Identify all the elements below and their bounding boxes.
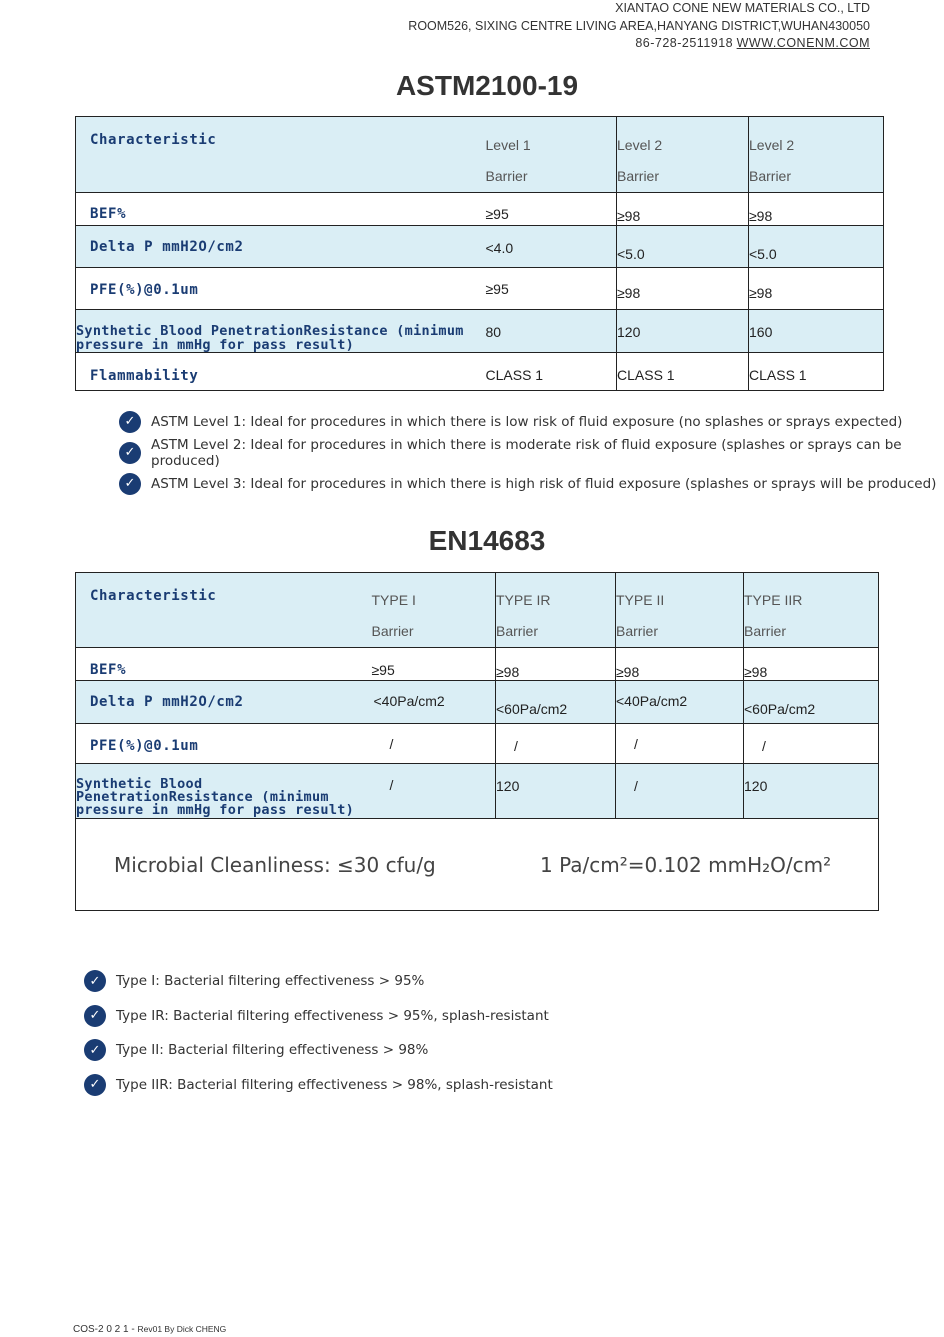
cell-value: CLASS 1 xyxy=(617,353,749,391)
cell-value: ≥98 xyxy=(496,648,616,681)
astm-col1-name: Level 1 xyxy=(485,137,531,153)
document-footer xyxy=(73,1324,226,1335)
check-circle-icon: ✓ xyxy=(119,473,141,495)
row-label: Synthetic Blood PenetrationResistance (minimum pressure in mmHg for pass result) xyxy=(76,776,355,818)
check-circle-icon: ✓ xyxy=(119,411,141,433)
en-col2-sub: Barrier xyxy=(496,623,539,639)
astm-col3-sub: Barrier xyxy=(749,168,792,184)
company-header xyxy=(408,0,870,53)
cell-value: 120 xyxy=(496,764,616,819)
check-circle-icon: ✓ xyxy=(119,442,141,464)
check-circle-icon: ✓ xyxy=(84,970,106,992)
en-col4-sub: Barrier xyxy=(744,623,787,639)
cell-value: / xyxy=(372,764,496,819)
cell-value: / xyxy=(496,724,616,764)
cell-value: <60Pa/cm2 xyxy=(744,681,879,724)
table-row xyxy=(76,681,879,724)
cell-value: / xyxy=(372,724,496,764)
row-label: PFE(%)@0.1um xyxy=(90,282,199,298)
table-row xyxy=(76,268,884,310)
en-type-notes xyxy=(84,964,553,1102)
table-row xyxy=(76,353,884,391)
check-circle-icon: ✓ xyxy=(84,1005,106,1027)
cleanliness-row xyxy=(76,819,879,911)
row-label: BEF% xyxy=(90,206,127,222)
note-text: Type II: Bacterial filtering effectiveness > 98% xyxy=(116,1042,429,1059)
cell-value: 120 xyxy=(744,764,879,819)
document-revision: Rev01 By Dick CHENG xyxy=(137,1324,227,1334)
microbial-cleanliness: Microbial Cleanliness: ≤30 cfu/g xyxy=(114,852,436,877)
cell-value: <5.0 xyxy=(617,226,749,268)
row-label: Synthetic Blood PenetrationResistance (minimum pressure in mmHg for pass result) xyxy=(76,323,464,353)
note-text: Type I: Bacterial filtering effectiveness > 95% xyxy=(116,973,425,990)
table-row xyxy=(76,193,884,226)
cell-value: ≥95 xyxy=(372,648,496,681)
note-text: ASTM Level 3: Ideal for procedures in which there is high risk of fluid exposure (splashes or sprays will be produced) xyxy=(151,475,937,492)
en-title: EN14683 xyxy=(428,525,546,556)
cell-value: <4.0 xyxy=(486,226,617,268)
cell-value: ≥98 xyxy=(744,648,879,681)
cell-value: <5.0 xyxy=(749,226,884,268)
cell-value: ≥98 xyxy=(617,193,749,226)
company-website[interactable]: WWW.CONENM.COM xyxy=(736,36,870,50)
list-item xyxy=(119,406,944,437)
row-label: BEF% xyxy=(90,662,127,678)
cell-value: ≥98 xyxy=(617,268,749,310)
company-address: ROOM526, SIXING CENTRE LIVING AREA,HANYANG DISTRICT,WUHAN430050 xyxy=(408,18,870,33)
company-phone: 86-728-2511918 xyxy=(635,36,734,50)
en-col1-sub: Barrier xyxy=(371,623,414,639)
table-row xyxy=(76,724,879,764)
en-header-label: Characteristic xyxy=(90,588,217,604)
row-label: Flammability xyxy=(90,368,199,384)
astm-col2-sub: Barrier xyxy=(617,168,660,184)
document-code: COS-2 0 2 1 - xyxy=(73,1324,135,1335)
row-label: Delta P mmH2O/cm2 xyxy=(90,694,244,710)
cell-value: CLASS 1 xyxy=(749,353,884,391)
list-item xyxy=(119,468,944,499)
astm-header-label: Characteristic xyxy=(90,132,217,148)
note-text: Type IR: Bacterial filtering effectiveness > 95%, splash-resistant xyxy=(116,1007,549,1024)
company-name: XIANTAO CONE NEW MATERIALS CO., LTD xyxy=(615,1,870,15)
list-item xyxy=(84,964,553,999)
cell-value: / xyxy=(616,724,744,764)
cell-value: CLASS 1 xyxy=(486,353,617,391)
check-circle-icon: ✓ xyxy=(84,1074,106,1096)
cell-value: ≥98 xyxy=(749,268,884,310)
cell-value: ≥95 xyxy=(486,193,617,226)
en-header-row xyxy=(76,573,879,648)
table-row xyxy=(76,648,879,681)
astm-table xyxy=(75,116,884,391)
row-label: Delta P mmH2O/cm2 xyxy=(90,239,244,255)
en-col3-sub: Barrier xyxy=(616,623,659,639)
astm-col3-name: Level 2 xyxy=(749,137,795,153)
en-table xyxy=(75,572,879,911)
astm-title: ASTM2100-19 xyxy=(395,70,579,101)
list-item xyxy=(84,999,553,1034)
list-item xyxy=(119,437,944,468)
table-row xyxy=(76,764,879,819)
cell-value: <40Pa/cm2 xyxy=(372,681,496,724)
table-row xyxy=(76,310,884,353)
cell-value: / xyxy=(744,724,879,764)
company-contact xyxy=(408,35,870,53)
cell-value: <40Pa/cm2 xyxy=(616,681,744,724)
unit-conversion: 1 Pa/cm²=0.102 mmH₂O/cm² xyxy=(540,852,832,877)
note-text: Type IIR: Bacterial filtering effectiveness > 98%, splash-resistant xyxy=(116,1076,553,1093)
cell-value: ≥98 xyxy=(616,648,744,681)
note-text: ASTM Level 2: Ideal for procedures in which there is moderate risk of fluid exposure (splashes or sprays can be produced) xyxy=(151,436,902,469)
en-col1-name: TYPE I xyxy=(371,592,416,608)
cell-value: 80 xyxy=(486,310,617,353)
cell-value: / xyxy=(616,764,744,819)
astm-header-row xyxy=(76,117,884,193)
astm-level-notes xyxy=(119,406,944,499)
en-col3-name: TYPE II xyxy=(616,592,665,608)
note-text: ASTM Level 1: Ideal for procedures in which there is low risk of fluid exposure (no splashes or sprays expected) xyxy=(151,413,903,430)
en-col2-name: TYPE IR xyxy=(496,592,551,608)
astm-col1-sub: Barrier xyxy=(485,168,528,184)
list-item xyxy=(84,1068,553,1103)
row-label: PFE(%)@0.1um xyxy=(90,738,199,754)
cell-value: ≥95 xyxy=(486,268,617,310)
check-circle-icon: ✓ xyxy=(84,1039,106,1061)
en-col4-name: TYPE IIR xyxy=(744,592,803,608)
list-item xyxy=(84,1033,553,1068)
cell-value: ≥98 xyxy=(749,193,884,226)
astm-col2-name: Level 2 xyxy=(617,137,663,153)
cell-value: <60Pa/cm2 xyxy=(496,681,616,724)
cell-value: 160 xyxy=(749,310,884,353)
table-row xyxy=(76,226,884,268)
cell-value: 120 xyxy=(617,310,749,353)
